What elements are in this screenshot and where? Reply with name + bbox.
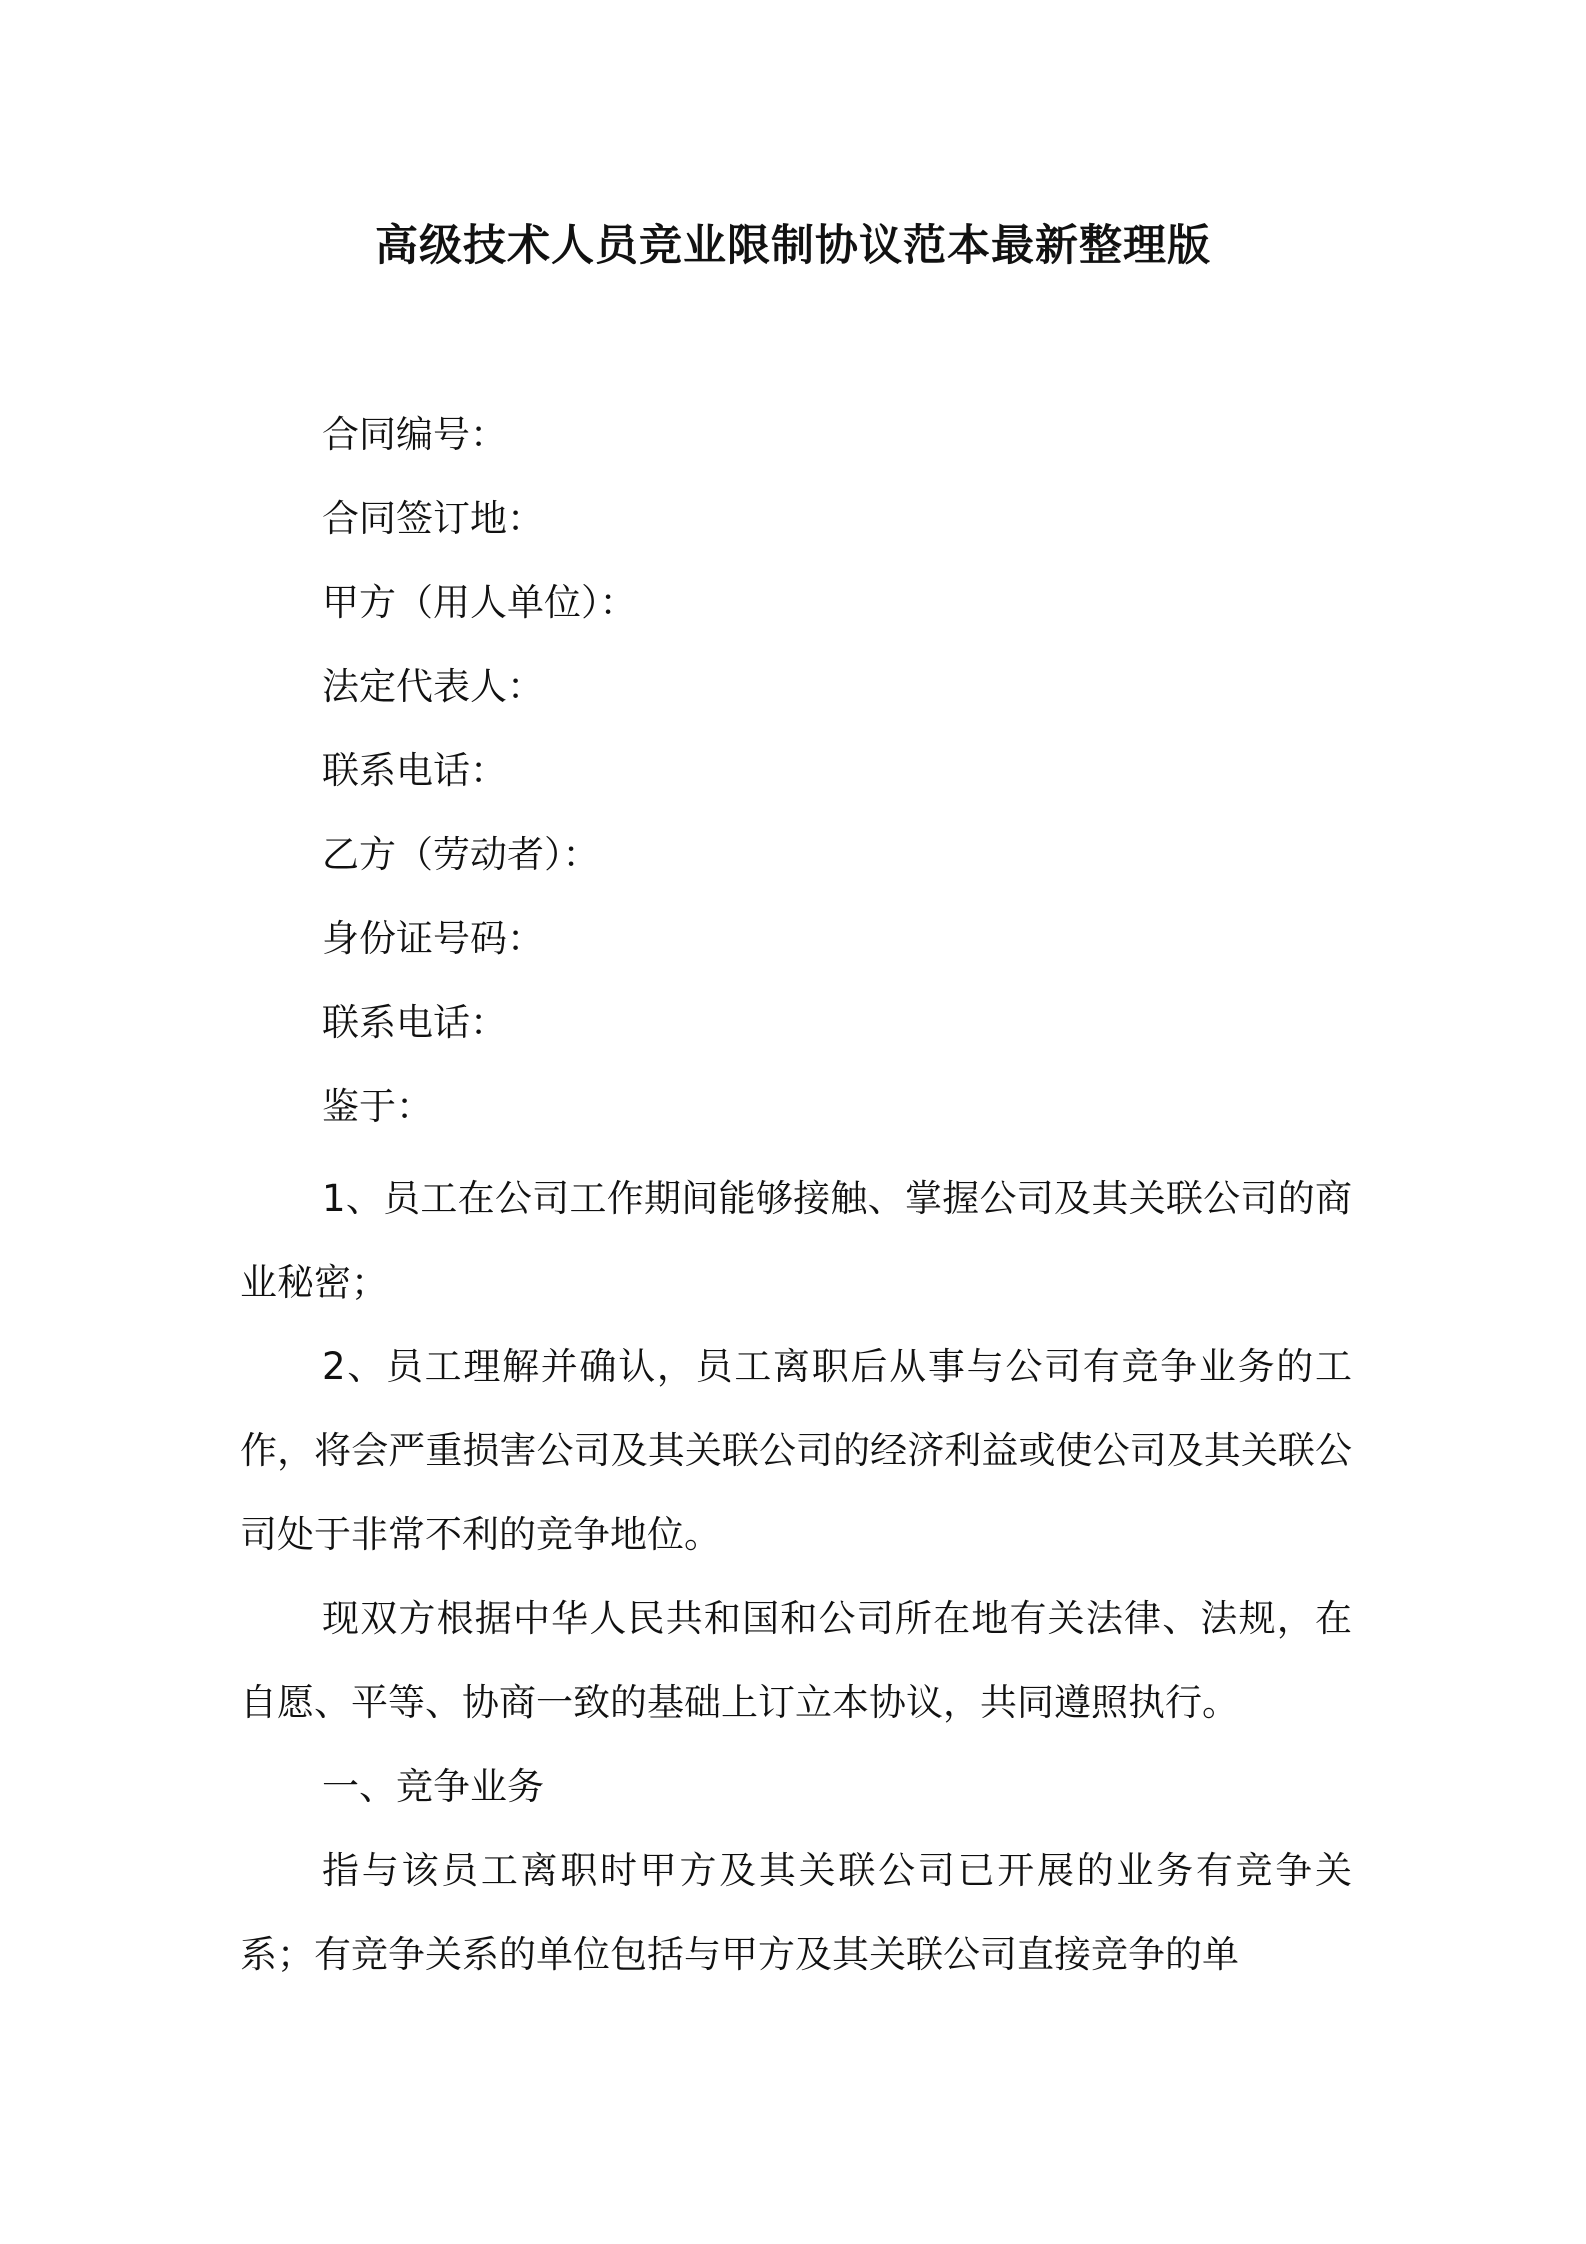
agreement-preamble: 现双方根据中华人民共和国和公司所在地有关法律、法规，在自愿、平等、协商一致的基础上订立本协议，共同遵照执行。 bbox=[240, 1597, 1352, 1724]
contract-number-field: 合同编号： bbox=[322, 413, 507, 456]
section-heading-competitive-business: 一、竞争业务 bbox=[322, 1765, 544, 1808]
contract-field-list bbox=[322, 405, 637, 1161]
whereas-clause-1: 1、员工在公司工作期间能够接触、掌握公司及其关联公司的商业秘密； bbox=[240, 1177, 1352, 1304]
whereas-clause-2: 2、员工理解并确认，员工离职后从事与公司有竞争业务的工作，将会严重损害公司及其关联公司的经济利益或使公司及其关联公司处于非常不利的竞争地位。 bbox=[240, 1345, 1352, 1556]
document-title: 高级技术人员竞业限制协议范本最新整理版 bbox=[375, 221, 1211, 271]
agreement-body bbox=[240, 1157, 1352, 1997]
competitive-business-definition: 指与该员工离职时甲方及其关联公司已开展的业务有竞争关系；有竞争关系的单位包括与甲方及其关联公司直接竞争的单 bbox=[240, 1849, 1352, 1976]
party-a-phone-field: 联系电话： bbox=[322, 749, 507, 792]
whereas-label: 鉴于： bbox=[322, 1085, 433, 1128]
signing-place-field: 合同签订地： bbox=[322, 497, 544, 540]
party-b-phone-field: 联系电话： bbox=[322, 1001, 507, 1044]
party-b-field: 乙方（劳动者）： bbox=[322, 833, 600, 876]
legal-representative-field: 法定代表人： bbox=[322, 665, 544, 708]
id-number-field: 身份证号码： bbox=[322, 917, 544, 960]
party-a-field: 甲方（用人单位）： bbox=[322, 581, 637, 624]
